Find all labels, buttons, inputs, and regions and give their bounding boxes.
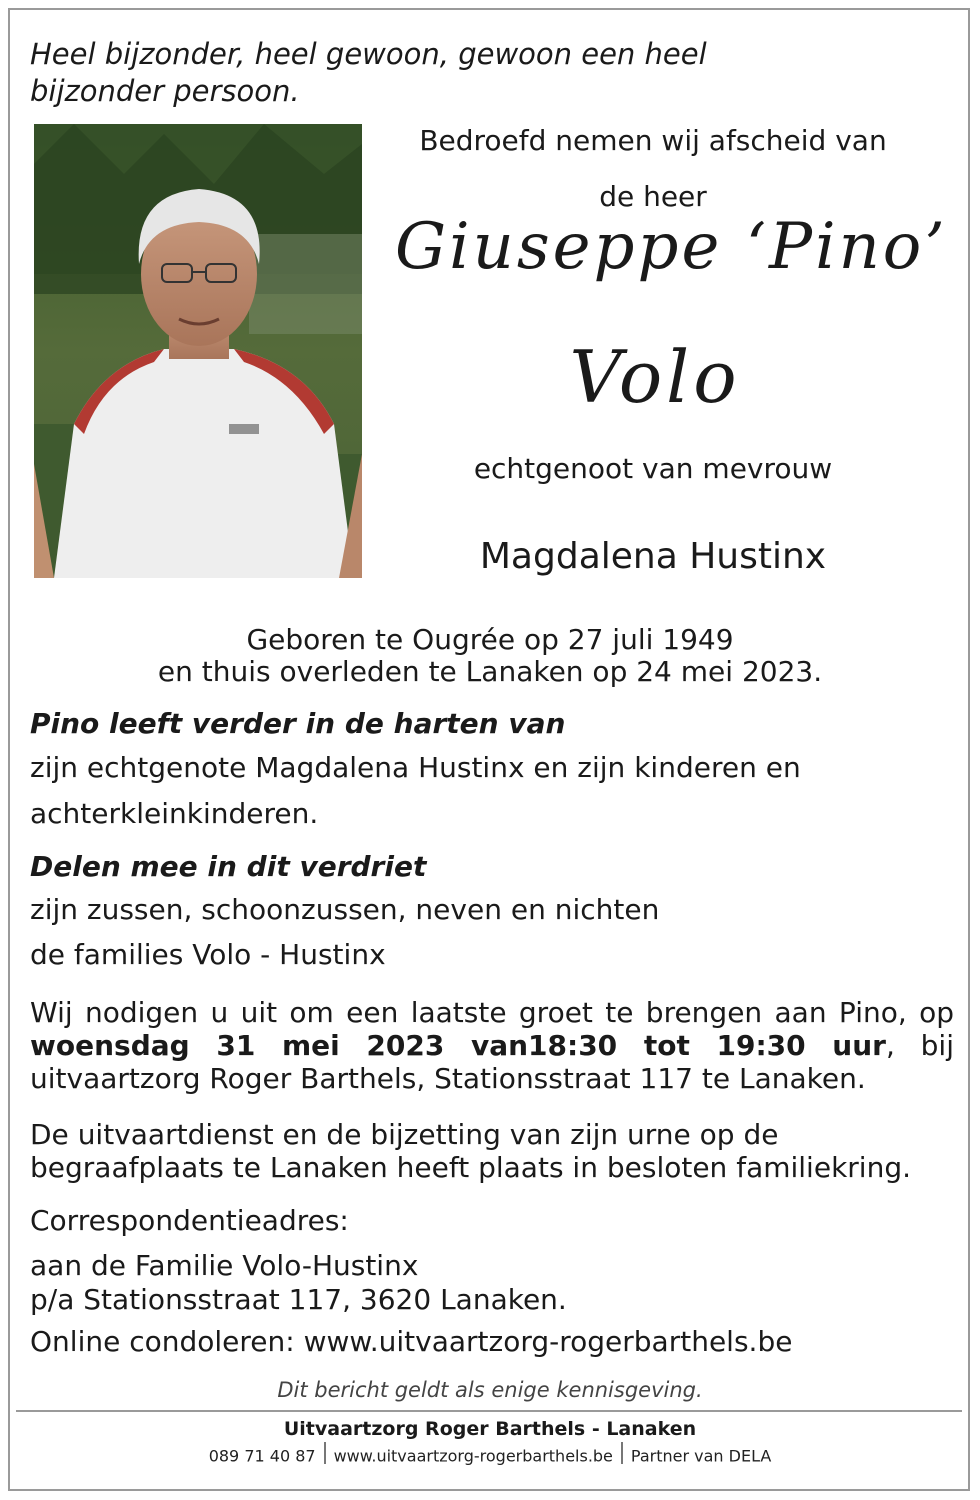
footer-divider bbox=[16, 1410, 962, 1412]
notice-text: Dit bericht geldt als enige kennisgeving. bbox=[277, 1378, 703, 1402]
deceased-last-name: Volo bbox=[569, 335, 741, 419]
invitation-paragraph bbox=[30, 996, 954, 1095]
correspondence-line2: p/a Stationsstraat 117, 3620 Lanaken. bbox=[30, 1283, 567, 1316]
correspondence-label: Correspondentieadres: bbox=[30, 1204, 349, 1237]
correspondence-line1: aan de Familie Volo-Hustinx bbox=[30, 1249, 419, 1282]
section1-line1: zijn echtgenote Magdalena Hustinx en zijn kinderen en bbox=[30, 751, 801, 784]
separator bbox=[324, 1442, 326, 1464]
born-line: Geboren te Ougrée op 27 juli 1949 bbox=[246, 623, 734, 656]
invitation-date-time: woensdag 31 mei 2023 van18:30 tot 19:30 uur bbox=[30, 1029, 886, 1062]
section1-line2: achterkleinkinderen. bbox=[30, 797, 319, 830]
funeral-home-phone: 089 71 40 87 bbox=[208, 1446, 316, 1466]
spouse-label: echtgenoot van mevrouw bbox=[473, 452, 833, 485]
invitation-text-before: Wij nodigen u uit om een laatste groet te brengen aan Pino, op bbox=[30, 996, 954, 1029]
funeral-home-partner: Partner van DELA bbox=[630, 1446, 772, 1466]
section1-heading: Pino leeft verder in de harten van bbox=[30, 707, 566, 740]
funeral-home-name: Uitvaartzorg Roger Barthels - Lanaken bbox=[283, 1418, 697, 1440]
section2-line1: zijn zussen, schoonzussen, neven en nichten bbox=[30, 893, 660, 926]
deceased-first-name: Giuseppe ‘Pino’ bbox=[395, 210, 948, 284]
spouse-name: Magdalena Hustinx bbox=[479, 536, 827, 577]
section2-heading: Delen mee in dit verdriet bbox=[30, 850, 427, 883]
invitation-text-after: , bij uitvaartzorg Roger Barthels, Stationsstraat 117 te Lanaken. bbox=[30, 1029, 954, 1095]
motto: Heel bijzonder, heel gewoon, gewoon een heel bijzonder persoon. bbox=[30, 37, 707, 108]
title-prefix: de heer bbox=[599, 180, 707, 213]
funeral-home-website[interactable]: www.uitvaartzorg-rogerbarthels.be bbox=[333, 1446, 613, 1466]
portrait-photo bbox=[34, 124, 362, 578]
funeral-home-contact bbox=[0, 1446, 980, 1468]
separator bbox=[621, 1442, 623, 1464]
died-line: en thuis overleden te Lanaken op 24 mei 2023. bbox=[157, 655, 823, 688]
ceremony-paragraph: De uitvaartdienst en de bijzetting van zijn urne op de begraafplaats te Lanaken heeft plaats in besloten familiekring. bbox=[30, 1118, 911, 1184]
intro-text: Bedroefd nemen wij afscheid van bbox=[419, 124, 887, 157]
section2-line2: de families Volo - Hustinx bbox=[30, 938, 386, 971]
online-condolence: Online condoleren: www.uitvaartzorg-rogerbarthels.be bbox=[30, 1325, 793, 1358]
